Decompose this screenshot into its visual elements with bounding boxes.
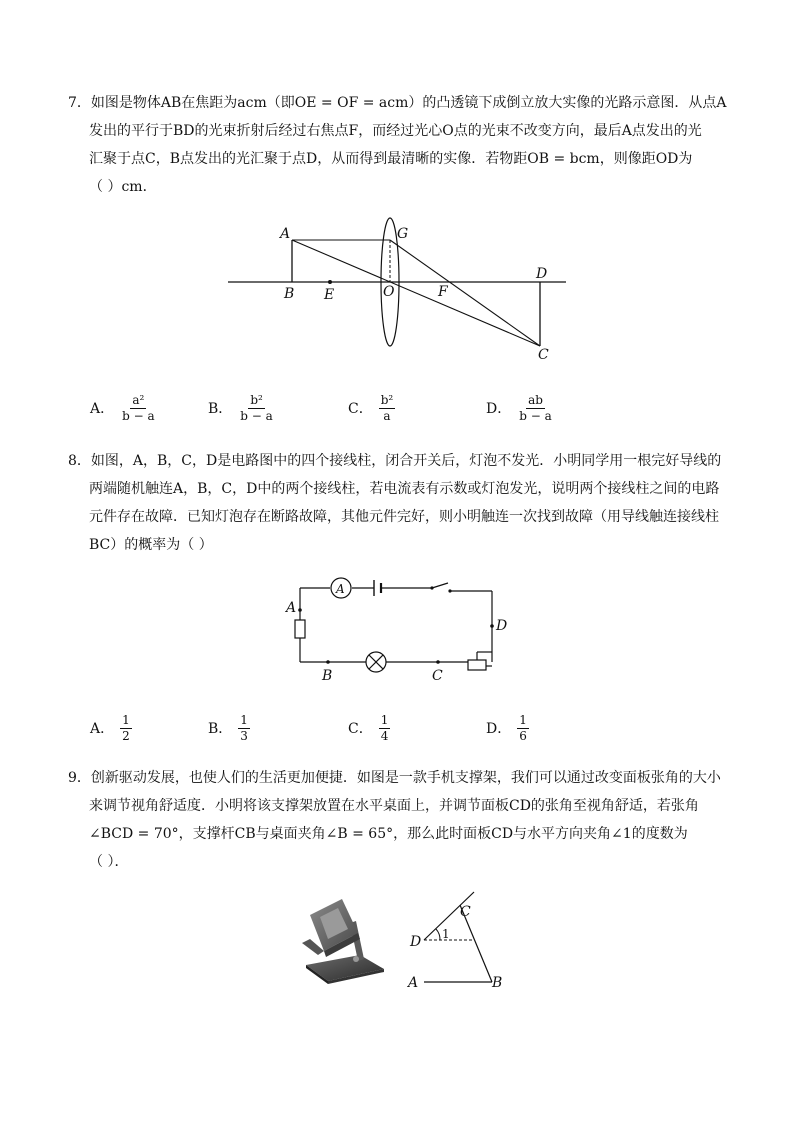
option-fraction xyxy=(120,393,157,424)
option-fraction xyxy=(517,393,554,424)
label-A: A xyxy=(280,226,291,242)
numerator: 1 xyxy=(519,712,527,727)
denominator: 3 xyxy=(240,728,248,743)
option-label: A． xyxy=(90,401,115,417)
q7-line-1: 7．如图是物体AB在焦距为acm（即OE = OF = acm）的凸透镜下成倒立放大实像的光路示意图．从点A xyxy=(68,95,727,111)
q7-line-3: 汇聚于点C，B点发出的光汇聚于点D，从而得到最清晰的实像．若物距OB = bcm，则像距OD为 xyxy=(89,151,693,167)
q7-option-b[interactable] xyxy=(208,386,275,430)
label-A: A xyxy=(408,975,419,991)
terminal-C: C xyxy=(432,668,443,684)
label-F: F xyxy=(438,284,448,300)
q8-options xyxy=(90,706,730,750)
option-fraction xyxy=(238,393,275,424)
q7-option-d[interactable] xyxy=(486,386,554,430)
denominator: b − a xyxy=(519,408,552,423)
q7-option-c[interactable] xyxy=(348,386,395,430)
option-fraction xyxy=(379,713,391,744)
denominator: 4 xyxy=(380,728,389,743)
label-C: C xyxy=(460,904,471,920)
terminal-A: A xyxy=(286,600,297,616)
q8-line-2: 两端随机触连A，B，C，D中的两个接线柱，若电流表有示数或灯泡发光，说明两个接线柱之间的电路 xyxy=(89,481,720,497)
denominator: b − a xyxy=(240,408,273,423)
option-label: C． xyxy=(348,721,373,737)
option-fraction xyxy=(120,713,132,744)
q9-line-4: （ ）． xyxy=(89,854,129,870)
q9-line-3: ∠BCD = 70°，支撑杆CB与桌面夹角∠B = 65°，那么此时面板CD与水平方向夹角∠1的度数为 xyxy=(89,826,688,842)
label-D: D xyxy=(410,934,422,950)
question-8 xyxy=(68,447,728,559)
label-B: B xyxy=(492,975,503,991)
denominator: 6 xyxy=(519,728,527,743)
q8-option-a[interactable] xyxy=(90,706,132,750)
denominator: 2 xyxy=(122,728,130,743)
q7-line-4: （ ）cm． xyxy=(89,179,157,195)
q8-option-b[interactable] xyxy=(208,706,250,750)
lens-diagram xyxy=(220,214,570,364)
phone-stand-photo xyxy=(298,893,390,985)
numerator: 1 xyxy=(380,712,389,727)
label-B: B xyxy=(284,286,295,302)
terminal-B: B xyxy=(322,668,333,684)
q7-line-2: 发出的平行于BD的光束折射后经过右焦点F，而经过光心O点的光束不改变方向，最后A点发出的光 xyxy=(89,123,702,139)
numerator: b² xyxy=(250,392,263,407)
option-label: A． xyxy=(90,721,115,737)
label-E: E xyxy=(324,287,335,303)
label-O: O xyxy=(383,284,395,300)
terminal-D: D xyxy=(496,618,508,634)
option-label: D． xyxy=(486,401,512,417)
label-C: C xyxy=(538,347,549,363)
numerator: a² xyxy=(132,392,145,407)
label-angle-1: 1 xyxy=(442,927,450,941)
q8-line-1: 8．如图，A，B，C，D是电路图中的四个接线柱，闭合开关后，灯泡不发光．小明同学用一根完好导线的 xyxy=(68,453,722,469)
q8-line-3: 元件存在故障．已知灯泡存在断路故障，其他元件完好，则小明触连一次找到故障（用导线触连接线柱 xyxy=(89,509,719,525)
angle-diagram xyxy=(404,886,514,992)
numerator: b² xyxy=(380,392,394,407)
q7-options xyxy=(90,386,730,430)
denominator: a xyxy=(383,408,391,423)
option-label: D． xyxy=(486,721,512,737)
option-fraction xyxy=(238,713,250,744)
numerator: 1 xyxy=(122,712,130,727)
question-9 xyxy=(68,764,728,876)
ammeter-label: A xyxy=(336,582,345,596)
option-fraction xyxy=(379,393,396,424)
q8-option-c[interactable] xyxy=(348,706,390,750)
q8-option-d[interactable] xyxy=(486,706,529,750)
option-label: B． xyxy=(208,721,233,737)
circuit-diagram xyxy=(280,574,510,684)
label-G: G xyxy=(397,226,409,242)
label-D: D xyxy=(536,266,548,282)
option-label: C． xyxy=(348,401,373,417)
q9-line-1: 9．创新驱动发展，也使人们的生活更加便捷．如图是一款手机支撑架，我们可以通过改变面板张角的大小 xyxy=(68,770,721,786)
denominator: b − a xyxy=(122,408,155,423)
option-fraction xyxy=(517,713,529,744)
q9-line-2: 来调节视角舒适度．小明将该支撑架放置在水平桌面上，并调节面板CD的张角至视角舒适，若张角 xyxy=(89,798,699,814)
q8-line-4: BC）的概率为（ ） xyxy=(89,537,213,553)
numerator: ab xyxy=(528,392,543,407)
question-7 xyxy=(68,89,728,201)
numerator: 1 xyxy=(240,712,248,727)
option-label: B． xyxy=(208,401,233,417)
q7-option-a[interactable] xyxy=(90,386,157,430)
